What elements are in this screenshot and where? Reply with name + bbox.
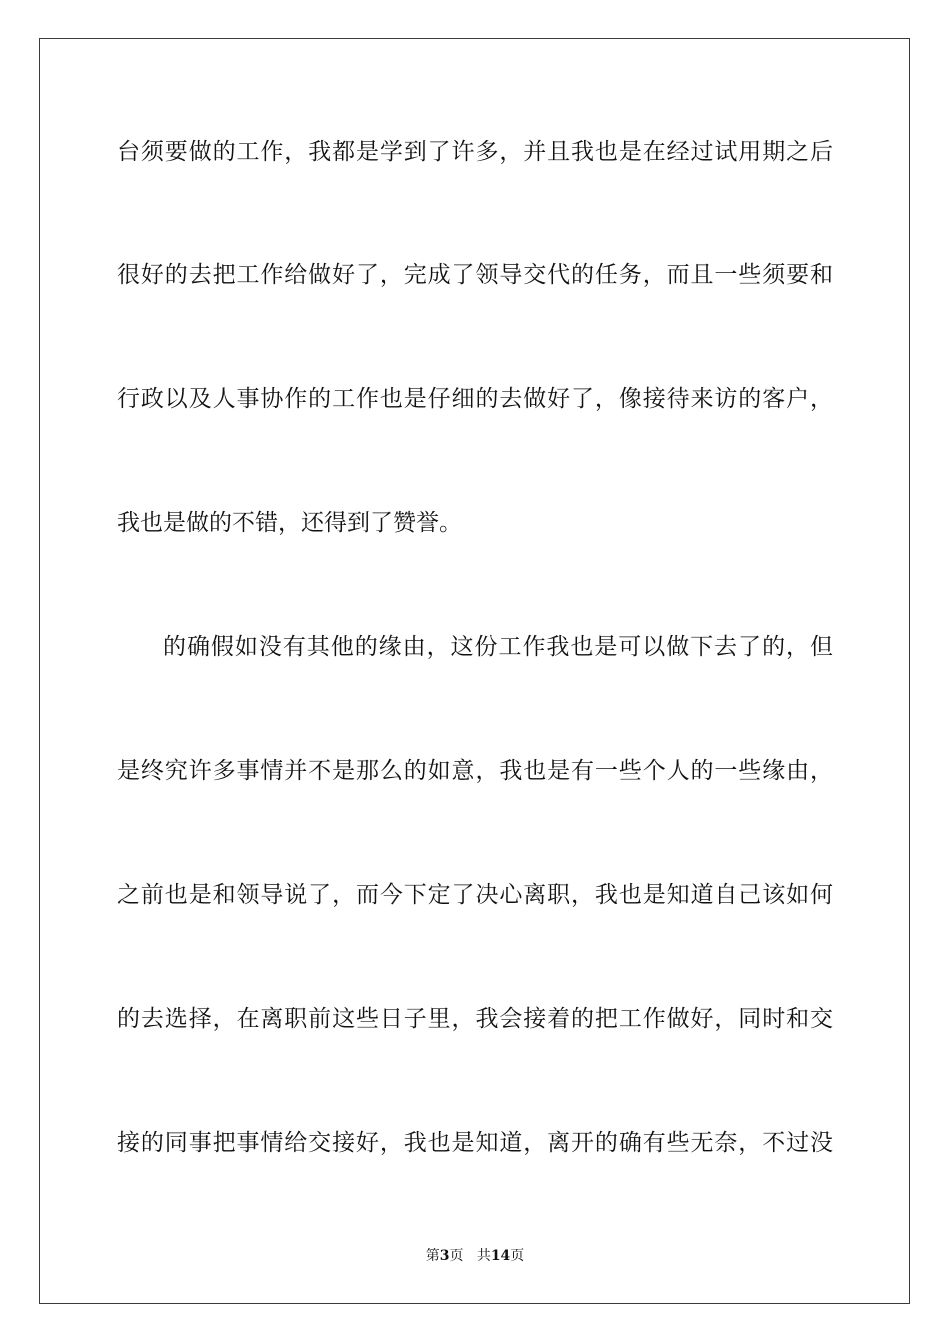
- footer-page-total: 14: [490, 1248, 511, 1264]
- footer-page-prefix: 第: [425, 1248, 440, 1264]
- body-line-6: 是终究许多事情并不是那么的如意，我也是有一些个人的一些缘由，: [117, 758, 833, 784]
- page-border: [39, 38, 910, 1304]
- body-line-7: 之前也是和领导说了，而今下定了决心离职，我也是知道自己该如何: [117, 882, 833, 908]
- footer-page-current: 3: [439, 1248, 450, 1264]
- body-line-2: 很好的去把工作给做好了，完成了领导交代的任务，而且一些须要和: [117, 262, 833, 288]
- body-line-3: 行政以及人事协作的工作也是仔细的去做好了，像接待来访的客户，: [117, 386, 833, 412]
- footer-total-prefix: 共: [476, 1248, 491, 1264]
- body-line-5: 的确假如没有其他的缘由，这份工作我也是可以做下去了的，但: [163, 634, 833, 660]
- body-line-1: 台须要做的工作，我都是学到了许多，并且我也是在经过试用期之后: [117, 139, 833, 165]
- page-footer: [0, 1247, 950, 1265]
- footer-total-suffix: 页: [510, 1248, 525, 1264]
- body-line-9: 接的同事把事情给交接好，我也是知道，离开的确有些无奈，不过没: [117, 1130, 833, 1156]
- body-line-8: 的去选择，在离职前这些日子里，我会接着的把工作做好，同时和交: [117, 1006, 833, 1032]
- footer-page-suffix: 页: [449, 1248, 464, 1264]
- body-line-4: 我也是做的不错，还得到了赞誉。: [117, 510, 462, 536]
